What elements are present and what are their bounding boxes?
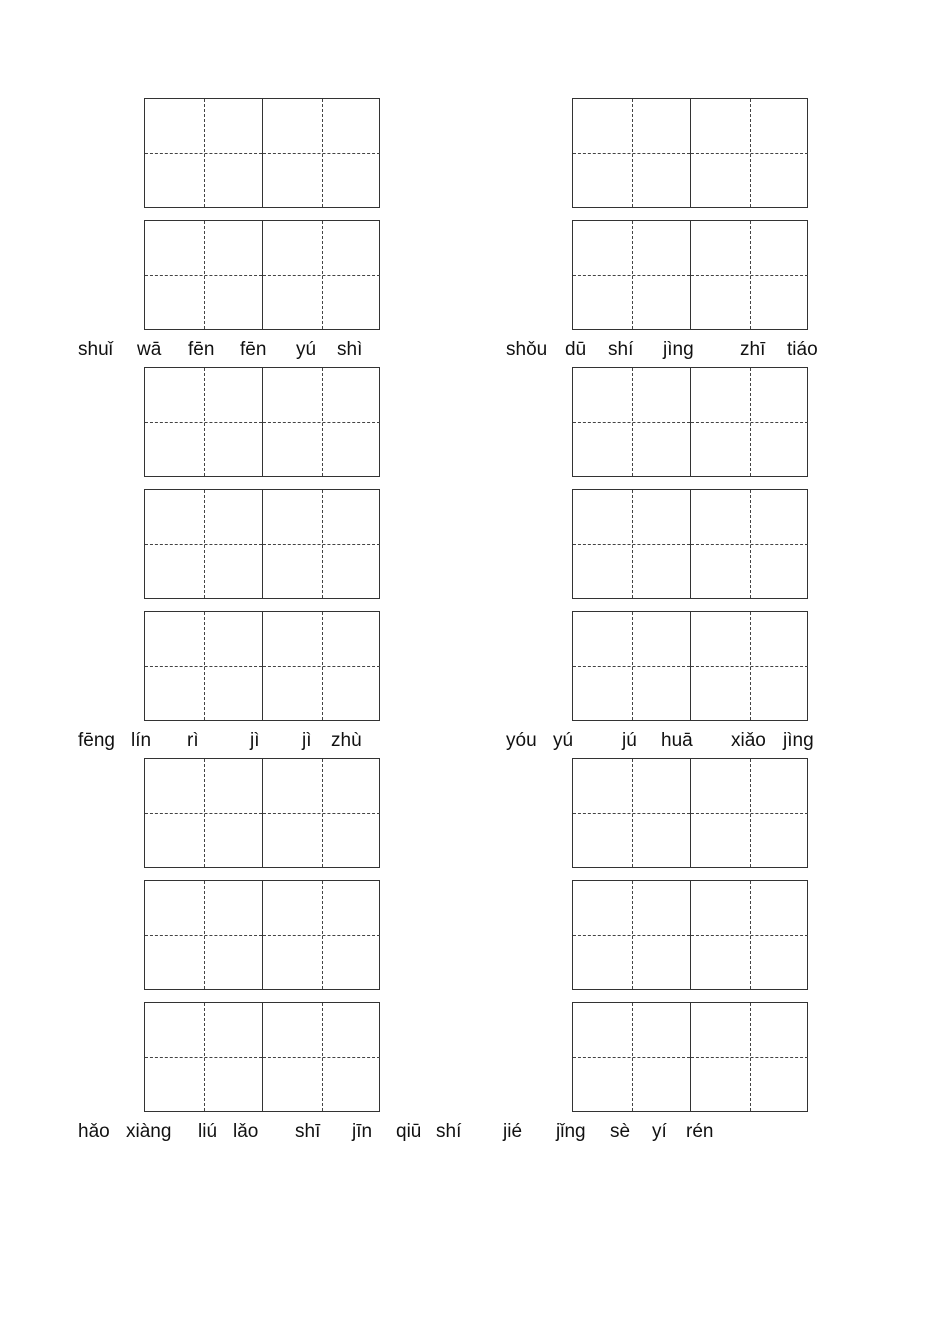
- writing-cell: [262, 612, 380, 720]
- pinyin-row-2: [0, 730, 950, 756]
- guide-line-horizontal: [691, 666, 808, 667]
- pinyin-syllable: jié: [503, 1121, 523, 1142]
- pinyin-syllable: liú: [198, 1121, 218, 1142]
- guide-line-horizontal: [691, 935, 808, 936]
- writing-grid: [144, 98, 380, 208]
- writing-cell: [573, 490, 690, 598]
- guide-line-horizontal: [263, 153, 380, 154]
- guide-line-horizontal: [145, 153, 262, 154]
- writing-grid: [144, 367, 380, 477]
- pinyin-syllable: wā: [137, 339, 162, 360]
- writing-cell: [573, 881, 690, 989]
- writing-cell: [573, 368, 690, 476]
- guide-line-horizontal: [573, 935, 690, 936]
- writing-cell: [262, 759, 380, 867]
- pinyin-syllable: huā: [661, 730, 693, 751]
- guide-line-horizontal: [263, 275, 380, 276]
- writing-cell: [145, 759, 262, 867]
- pinyin-syllable: shì: [337, 339, 363, 360]
- guide-line-horizontal: [263, 813, 380, 814]
- pinyin-row-1: [0, 339, 950, 365]
- guide-line-horizontal: [573, 544, 690, 545]
- guide-line-horizontal: [145, 666, 262, 667]
- writing-cell: [145, 612, 262, 720]
- guide-line-horizontal: [145, 275, 262, 276]
- writing-grid: [144, 880, 380, 990]
- pinyin-syllable: yú: [296, 339, 317, 360]
- writing-grid: [572, 611, 808, 721]
- writing-cell: [573, 612, 690, 720]
- pinyin-syllable: xiàng: [126, 1121, 172, 1142]
- writing-cell: [145, 221, 262, 329]
- writing-grid: [572, 758, 808, 868]
- pinyin-syllable: jì: [302, 730, 312, 751]
- writing-cell: [262, 490, 380, 598]
- pinyin-syllable: yóu: [506, 730, 537, 751]
- writing-cell: [145, 881, 262, 989]
- writing-cell: [690, 1003, 808, 1111]
- pinyin-syllable: jǐng: [556, 1121, 586, 1142]
- guide-line-horizontal: [691, 422, 808, 423]
- pinyin-syllable: yí: [652, 1121, 667, 1142]
- writing-grid: [572, 1002, 808, 1112]
- guide-line-horizontal: [263, 422, 380, 423]
- guide-line-horizontal: [573, 275, 690, 276]
- writing-grid: [572, 367, 808, 477]
- guide-line-horizontal: [145, 813, 262, 814]
- writing-cell: [262, 1003, 380, 1111]
- writing-cell: [145, 1003, 262, 1111]
- writing-grid: [572, 489, 808, 599]
- guide-line-horizontal: [691, 153, 808, 154]
- guide-line-horizontal: [691, 544, 808, 545]
- guide-line-horizontal: [691, 275, 808, 276]
- pinyin-syllable: rén: [686, 1121, 714, 1142]
- writing-cell: [573, 1003, 690, 1111]
- pinyin-syllable: rì: [187, 730, 199, 751]
- pinyin-syllable: jìng: [663, 339, 694, 360]
- guide-line-horizontal: [145, 422, 262, 423]
- pinyin-syllable: shí: [608, 339, 634, 360]
- writing-cell: [262, 99, 380, 207]
- writing-grid: [144, 611, 380, 721]
- writing-cell: [262, 221, 380, 329]
- guide-line-horizontal: [573, 813, 690, 814]
- guide-line-horizontal: [145, 935, 262, 936]
- guide-line-horizontal: [573, 666, 690, 667]
- guide-line-horizontal: [263, 935, 380, 936]
- writing-cell: [690, 99, 808, 207]
- pinyin-syllable: jīn: [352, 1121, 373, 1142]
- writing-grid: [144, 220, 380, 330]
- guide-line-horizontal: [691, 813, 808, 814]
- writing-grid: [572, 880, 808, 990]
- pinyin-syllable: zhù: [331, 730, 362, 751]
- writing-cell: [145, 490, 262, 598]
- pinyin-syllable: shí: [436, 1121, 462, 1142]
- guide-line-horizontal: [573, 153, 690, 154]
- writing-cell: [573, 221, 690, 329]
- pinyin-syllable: jú: [622, 730, 637, 751]
- pinyin-syllable: jìng: [783, 730, 814, 751]
- pinyin-syllable: shuǐ: [78, 339, 113, 360]
- pinyin-syllable: dū: [565, 339, 587, 360]
- writing-grid: [144, 489, 380, 599]
- pinyin-syllable: jì: [250, 730, 260, 751]
- pinyin-syllable: fēng: [78, 730, 115, 751]
- writing-cell: [262, 368, 380, 476]
- pinyin-syllable: lǎo: [233, 1121, 259, 1142]
- writing-cell: [690, 221, 808, 329]
- pinyin-syllable: hǎo: [78, 1121, 110, 1142]
- pinyin-syllable: fēn: [188, 339, 215, 360]
- writing-cell: [573, 99, 690, 207]
- pinyin-syllable: sè: [610, 1121, 631, 1142]
- writing-cell: [690, 368, 808, 476]
- writing-cell: [690, 490, 808, 598]
- guide-line-horizontal: [573, 1057, 690, 1058]
- guide-line-horizontal: [573, 422, 690, 423]
- guide-line-horizontal: [263, 666, 380, 667]
- writing-grid: [572, 220, 808, 330]
- pinyin-syllable: qiū: [396, 1121, 422, 1142]
- pinyin-syllable: yú: [553, 730, 574, 751]
- writing-cell: [690, 612, 808, 720]
- guide-line-horizontal: [263, 1057, 380, 1058]
- writing-grid: [144, 1002, 380, 1112]
- guide-line-horizontal: [691, 1057, 808, 1058]
- pinyin-syllable: xiǎo: [731, 730, 766, 751]
- pinyin-syllable: tiáo: [787, 339, 818, 360]
- pinyin-row-3: [0, 1121, 950, 1147]
- pinyin-syllable: fēn: [240, 339, 267, 360]
- pinyin-syllable: shǒu: [506, 339, 548, 360]
- writing-grid: [572, 98, 808, 208]
- writing-cell: [573, 759, 690, 867]
- pinyin-syllable: shī: [295, 1121, 321, 1142]
- writing-cell: [145, 99, 262, 207]
- guide-line-horizontal: [145, 544, 262, 545]
- pinyin-syllable: lín: [131, 730, 152, 751]
- writing-cell: [145, 368, 262, 476]
- writing-grid: [144, 758, 380, 868]
- guide-line-horizontal: [263, 544, 380, 545]
- writing-cell: [262, 881, 380, 989]
- guide-line-horizontal: [145, 1057, 262, 1058]
- writing-cell: [690, 881, 808, 989]
- writing-cell: [690, 759, 808, 867]
- pinyin-syllable: zhī: [740, 339, 766, 360]
